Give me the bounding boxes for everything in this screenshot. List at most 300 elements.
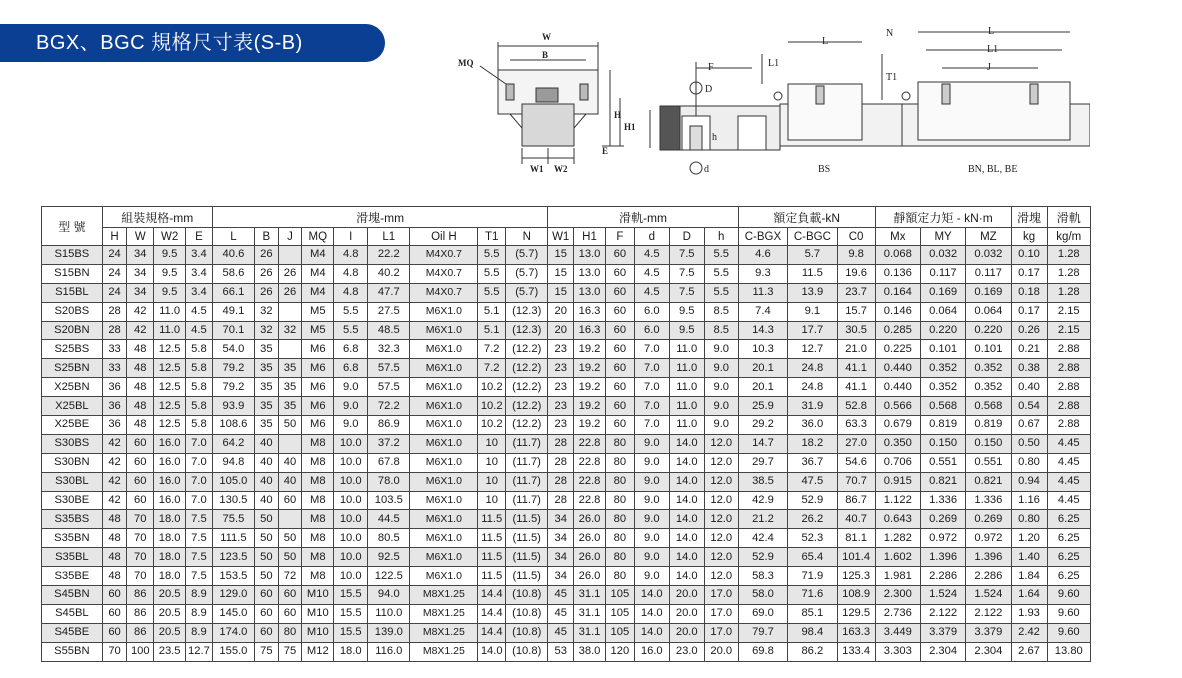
table-row — [42, 246, 1091, 265]
value-cell: 20.1 — [738, 378, 787, 397]
label-W2: W2 — [554, 164, 568, 174]
value-cell: M10 — [302, 623, 334, 642]
value-cell: 8.5 — [704, 321, 738, 340]
value-cell: 1.602 — [875, 548, 920, 567]
value-cell: 11.5 — [478, 548, 506, 567]
value-cell: 32 — [255, 302, 279, 321]
value-cell: 18.2 — [788, 434, 837, 453]
value-cell: 7.4 — [738, 302, 787, 321]
value-cell: 42 — [102, 491, 127, 510]
value-cell: 2.88 — [1047, 359, 1090, 378]
value-cell: 7.2 — [478, 340, 506, 359]
value-cell: 101.4 — [837, 548, 875, 567]
value-cell: 105 — [605, 604, 634, 623]
value-cell: 0.17 — [1011, 302, 1047, 321]
value-cell: 11.5 — [478, 567, 506, 586]
value-cell: 42 — [127, 321, 154, 340]
value-cell: 48 — [127, 416, 154, 435]
value-cell: 0.352 — [920, 378, 965, 397]
value-cell: 32 — [278, 321, 302, 340]
value-cell: 11.0 — [669, 378, 704, 397]
spec-table — [41, 206, 1091, 662]
value-cell: 12.0 — [704, 491, 738, 510]
value-cell: 0.169 — [966, 283, 1011, 302]
value-cell: 7.5 — [186, 567, 213, 586]
value-cell: 26.0 — [574, 529, 606, 548]
value-cell: 15 — [548, 246, 574, 265]
value-cell: (11.5) — [506, 529, 548, 548]
value-cell: 9.0 — [704, 397, 738, 416]
value-cell: 1.282 — [875, 529, 920, 548]
value-cell: 105.0 — [212, 472, 254, 491]
column-header-14: H1 — [574, 228, 606, 246]
value-cell: 11.0 — [154, 302, 186, 321]
value-cell: 0.269 — [920, 510, 965, 529]
value-cell: 0.821 — [920, 472, 965, 491]
value-cell: 0.821 — [966, 472, 1011, 491]
value-cell: 40.2 — [368, 264, 410, 283]
value-cell: 42 — [102, 434, 127, 453]
model-cell: S45BE — [42, 623, 103, 642]
value-cell: M6X1.0 — [410, 378, 478, 397]
value-cell: 42 — [102, 472, 127, 491]
value-cell: 12.5 — [154, 397, 186, 416]
value-cell: 0.136 — [875, 264, 920, 283]
value-cell: 60 — [102, 604, 127, 623]
value-cell: 11.0 — [669, 397, 704, 416]
value-cell: 28 — [548, 434, 574, 453]
value-cell: 2.736 — [875, 604, 920, 623]
value-cell: 133.4 — [837, 642, 875, 661]
value-cell: 9.0 — [634, 548, 669, 567]
value-cell: 0.819 — [920, 416, 965, 435]
value-cell: 5.1 — [478, 321, 506, 340]
value-cell: 14.0 — [634, 586, 669, 605]
label-D: D — [705, 84, 713, 95]
value-cell: 20.0 — [669, 586, 704, 605]
value-cell: 14.0 — [634, 604, 669, 623]
value-cell: 1.336 — [920, 491, 965, 510]
value-cell — [278, 302, 302, 321]
value-cell: 1.396 — [920, 548, 965, 567]
value-cell: 24 — [102, 283, 127, 302]
value-cell: 0.94 — [1011, 472, 1047, 491]
value-cell: 0.350 — [875, 434, 920, 453]
header-assembly: 組裝規格-mm — [102, 207, 212, 228]
value-cell: (11.5) — [506, 548, 548, 567]
value-cell: 31.1 — [574, 586, 606, 605]
column-header-13: W1 — [548, 228, 574, 246]
value-cell: 45 — [548, 623, 574, 642]
value-cell: 50 — [278, 416, 302, 435]
value-cell: 80 — [605, 453, 634, 472]
value-cell: 19.2 — [574, 378, 606, 397]
value-cell: 0.117 — [966, 264, 1011, 283]
value-cell: 80 — [605, 567, 634, 586]
value-cell: 54.6 — [837, 453, 875, 472]
table-row — [42, 283, 1091, 302]
value-cell: 4.45 — [1047, 453, 1090, 472]
table-row — [42, 434, 1091, 453]
header-model: 型 號 — [42, 207, 103, 246]
value-cell: 22.8 — [574, 491, 606, 510]
header-rail: 滑軌-mm — [548, 207, 738, 228]
value-cell: 0.352 — [966, 378, 1011, 397]
value-cell: 174.0 — [212, 623, 254, 642]
value-cell: 12.5 — [154, 340, 186, 359]
value-cell: 26 — [255, 283, 279, 302]
model-cell: S35BS — [42, 510, 103, 529]
value-cell: 3.4 — [186, 246, 213, 265]
value-cell: 36 — [102, 378, 127, 397]
value-cell: M8X1.25 — [410, 642, 478, 661]
table-row — [42, 397, 1091, 416]
value-cell: (11.7) — [506, 453, 548, 472]
value-cell: 116.0 — [368, 642, 410, 661]
value-cell: M8 — [302, 548, 334, 567]
value-cell: 58.0 — [738, 586, 787, 605]
model-cell: S55BN — [42, 642, 103, 661]
value-cell: 80 — [605, 434, 634, 453]
value-cell: 28 — [548, 472, 574, 491]
model-cell: X25BN — [42, 378, 103, 397]
model-cell: S15BL — [42, 283, 103, 302]
value-cell: 1.336 — [966, 491, 1011, 510]
value-cell: 0.352 — [920, 359, 965, 378]
value-cell: 20.5 — [154, 586, 186, 605]
value-cell: 50 — [255, 567, 279, 586]
value-cell: 0.164 — [875, 283, 920, 302]
value-cell: 94.8 — [212, 453, 254, 472]
value-cell: 3.4 — [186, 283, 213, 302]
value-cell: 47.5 — [788, 472, 837, 491]
column-header-23: MY — [920, 228, 965, 246]
value-cell: 13.9 — [788, 283, 837, 302]
value-cell: 11.5 — [788, 264, 837, 283]
column-header-10: Oil H — [410, 228, 478, 246]
value-cell: 26 — [255, 264, 279, 283]
value-cell: 9.5 — [669, 321, 704, 340]
value-cell: 70 — [102, 642, 127, 661]
value-cell: 16.3 — [574, 302, 606, 321]
value-cell: (12.2) — [506, 416, 548, 435]
value-cell: 80 — [278, 623, 302, 642]
value-cell: 0.706 — [875, 453, 920, 472]
value-cell: M4X0.7 — [410, 264, 478, 283]
value-cell: 9.60 — [1047, 604, 1090, 623]
value-cell: 11.0 — [669, 416, 704, 435]
value-cell: 12.0 — [704, 453, 738, 472]
value-cell: 10.2 — [478, 416, 506, 435]
value-cell: 35 — [255, 416, 279, 435]
value-cell: 34 — [127, 246, 154, 265]
value-cell: 12.0 — [704, 529, 738, 548]
value-cell: 26 — [255, 246, 279, 265]
value-cell: 15 — [548, 283, 574, 302]
value-cell: 60 — [605, 264, 634, 283]
value-cell: 26.0 — [574, 548, 606, 567]
value-cell: 20.0 — [669, 623, 704, 642]
value-cell: 0.40 — [1011, 378, 1047, 397]
value-cell: 20 — [548, 302, 574, 321]
value-cell: 5.8 — [186, 340, 213, 359]
value-cell: 2.300 — [875, 586, 920, 605]
value-cell: 0.101 — [966, 340, 1011, 359]
value-cell: 57.5 — [368, 359, 410, 378]
model-cell: S30BN — [42, 453, 103, 472]
value-cell: 163.3 — [837, 623, 875, 642]
value-cell: 5.5 — [478, 246, 506, 265]
label-B: B — [542, 50, 549, 60]
value-cell: 22.2 — [368, 246, 410, 265]
value-cell: 50 — [255, 529, 279, 548]
value-cell: 7.0 — [634, 397, 669, 416]
value-cell: 48 — [102, 529, 127, 548]
value-cell: 0.150 — [920, 434, 965, 453]
value-cell: (10.8) — [506, 642, 548, 661]
value-cell: 71.9 — [788, 567, 837, 586]
value-cell: 15.5 — [334, 623, 368, 642]
value-cell: 2.286 — [920, 567, 965, 586]
column-header-0: H — [102, 228, 127, 246]
value-cell: 11.3 — [738, 283, 787, 302]
value-cell: M6 — [302, 416, 334, 435]
table-row — [42, 321, 1091, 340]
value-cell: 36 — [102, 416, 127, 435]
value-cell: 12.0 — [704, 510, 738, 529]
value-cell: 26.0 — [574, 510, 606, 529]
value-cell: 60 — [127, 434, 154, 453]
value-cell: 23.7 — [837, 283, 875, 302]
value-cell: 111.5 — [212, 529, 254, 548]
value-cell: 58.3 — [738, 567, 787, 586]
value-cell: 94.0 — [368, 586, 410, 605]
value-cell: 69.0 — [738, 604, 787, 623]
bn-side-drawing — [882, 32, 1090, 146]
value-cell: M8 — [302, 434, 334, 453]
value-cell: 60 — [102, 623, 127, 642]
value-cell: 17.7 — [788, 321, 837, 340]
value-cell: 9.0 — [634, 453, 669, 472]
value-cell — [278, 510, 302, 529]
value-cell: 14.0 — [669, 567, 704, 586]
model-cell: S25BN — [42, 359, 103, 378]
value-cell: 5.1 — [478, 302, 506, 321]
value-cell: 1.64 — [1011, 586, 1047, 605]
value-cell: 33 — [102, 340, 127, 359]
model-cell: S45BL — [42, 604, 103, 623]
value-cell: (12.3) — [506, 321, 548, 340]
value-cell: 41.1 — [837, 359, 875, 378]
value-cell: 12.0 — [704, 472, 738, 491]
value-cell: 9.5 — [669, 302, 704, 321]
value-cell: 30.5 — [837, 321, 875, 340]
value-cell: 6.25 — [1047, 510, 1090, 529]
value-cell: 20 — [548, 321, 574, 340]
header-block-weight: 滑塊 — [1011, 207, 1047, 228]
label-H: H — [614, 110, 622, 120]
value-cell: 0.21 — [1011, 340, 1047, 359]
column-header-16: d — [634, 228, 669, 246]
value-cell: 4.5 — [634, 246, 669, 265]
value-cell: 0.117 — [920, 264, 965, 283]
value-cell: 2.15 — [1047, 302, 1090, 321]
column-header-15: F — [605, 228, 634, 246]
value-cell: 70.1 — [212, 321, 254, 340]
value-cell — [278, 246, 302, 265]
value-cell: 0.285 — [875, 321, 920, 340]
value-cell: 27.0 — [837, 434, 875, 453]
value-cell: 75.5 — [212, 510, 254, 529]
value-cell: 10 — [478, 472, 506, 491]
value-cell: 4.6 — [738, 246, 787, 265]
value-cell: 40.7 — [837, 510, 875, 529]
value-cell: 70 — [127, 567, 154, 586]
value-cell: 0.032 — [966, 246, 1011, 265]
value-cell: 0.10 — [1011, 246, 1047, 265]
value-cell: 86 — [127, 586, 154, 605]
value-cell: 129.5 — [837, 604, 875, 623]
value-cell: 86.9 — [368, 416, 410, 435]
value-cell: 2.304 — [920, 642, 965, 661]
table-row — [42, 510, 1091, 529]
value-cell: 11.5 — [478, 529, 506, 548]
value-cell: 54.0 — [212, 340, 254, 359]
value-cell: 12.0 — [704, 567, 738, 586]
value-cell: 3.379 — [966, 623, 1011, 642]
value-cell: 17.0 — [704, 586, 738, 605]
value-cell: 45 — [548, 604, 574, 623]
label-J: J — [987, 62, 991, 73]
value-cell: 18.0 — [334, 642, 368, 661]
value-cell: 7.0 — [634, 359, 669, 378]
model-cell: S20BN — [42, 321, 103, 340]
value-cell: 153.5 — [212, 567, 254, 586]
value-cell: 33 — [102, 359, 127, 378]
value-cell: 15.7 — [837, 302, 875, 321]
value-cell: 9.0 — [704, 340, 738, 359]
label-T1: T1 — [886, 72, 898, 83]
table-body — [42, 246, 1091, 662]
value-cell: 16.0 — [154, 453, 186, 472]
value-cell: 0.352 — [966, 359, 1011, 378]
value-cell: 50 — [278, 529, 302, 548]
value-cell: 48.5 — [368, 321, 410, 340]
value-cell: 60 — [605, 321, 634, 340]
value-cell: 0.972 — [966, 529, 1011, 548]
model-cell: S45BN — [42, 586, 103, 605]
spec-table-wrapper — [41, 206, 1091, 662]
value-cell: 0.819 — [966, 416, 1011, 435]
value-cell: 7.0 — [186, 491, 213, 510]
value-cell: 12.5 — [154, 359, 186, 378]
value-cell: 35 — [255, 359, 279, 378]
label-F: F — [708, 62, 714, 73]
value-cell: 0.440 — [875, 359, 920, 378]
value-cell: 23 — [548, 416, 574, 435]
value-cell: 80.5 — [368, 529, 410, 548]
value-cell: 0.101 — [920, 340, 965, 359]
value-cell: 32 — [255, 321, 279, 340]
value-cell: M8 — [302, 472, 334, 491]
value-cell: 50 — [255, 510, 279, 529]
table-row — [42, 586, 1091, 605]
value-cell: 35 — [255, 378, 279, 397]
model-cell: S30BE — [42, 491, 103, 510]
value-cell: 0.064 — [920, 302, 965, 321]
value-cell: 28 — [102, 302, 127, 321]
value-cell: 11.5 — [478, 510, 506, 529]
value-cell: 4.5 — [186, 302, 213, 321]
value-cell: (11.7) — [506, 434, 548, 453]
drawings-svg — [450, 18, 1090, 190]
value-cell: 98.4 — [788, 623, 837, 642]
value-cell: 36.0 — [788, 416, 837, 435]
value-cell: M4 — [302, 264, 334, 283]
value-cell: 34 — [548, 567, 574, 586]
value-cell: 48 — [102, 510, 127, 529]
table-row — [42, 416, 1091, 435]
value-cell: 16.0 — [154, 434, 186, 453]
value-cell: 48 — [102, 567, 127, 586]
value-cell: 0.80 — [1011, 453, 1047, 472]
value-cell: 10.3 — [738, 340, 787, 359]
column-header-7: MQ — [302, 228, 334, 246]
value-cell: 75 — [278, 642, 302, 661]
value-cell: 14.0 — [634, 623, 669, 642]
value-cell: 48 — [127, 340, 154, 359]
value-cell: 31.1 — [574, 604, 606, 623]
value-cell: (12.2) — [506, 359, 548, 378]
table-row — [42, 472, 1091, 491]
value-cell: 4.8 — [334, 264, 368, 283]
value-cell: 9.0 — [704, 416, 738, 435]
value-cell: 70 — [127, 529, 154, 548]
table-row — [42, 359, 1091, 378]
value-cell: 10.0 — [334, 567, 368, 586]
value-cell: 11.0 — [154, 321, 186, 340]
value-cell: 24.8 — [788, 378, 837, 397]
value-cell: 105 — [605, 586, 634, 605]
value-cell: M6X1.0 — [410, 340, 478, 359]
value-cell: 12.7 — [186, 642, 213, 661]
value-cell: 3.449 — [875, 623, 920, 642]
column-header-24: MZ — [966, 228, 1011, 246]
value-cell: 5.5 — [704, 264, 738, 283]
value-cell: 60 — [605, 340, 634, 359]
value-cell: 14.3 — [738, 321, 787, 340]
value-cell: 26.0 — [574, 567, 606, 586]
value-cell: 125.3 — [837, 567, 875, 586]
value-cell: 14.4 — [478, 586, 506, 605]
value-cell: 2.88 — [1047, 340, 1090, 359]
value-cell: 86 — [127, 604, 154, 623]
value-cell: 41.1 — [837, 378, 875, 397]
column-header-4: L — [212, 228, 254, 246]
value-cell: 70 — [127, 510, 154, 529]
value-cell: 9.0 — [634, 472, 669, 491]
table-row — [42, 264, 1091, 283]
value-cell: 19.2 — [574, 340, 606, 359]
column-header-5: B — [255, 228, 279, 246]
value-cell: 9.5 — [154, 264, 186, 283]
value-cell: 52.9 — [738, 548, 787, 567]
value-cell: M6X1.0 — [410, 491, 478, 510]
value-cell: M6X1.0 — [410, 359, 478, 378]
column-header-17: D — [669, 228, 704, 246]
value-cell: 34 — [127, 264, 154, 283]
value-cell: 65.4 — [788, 548, 837, 567]
